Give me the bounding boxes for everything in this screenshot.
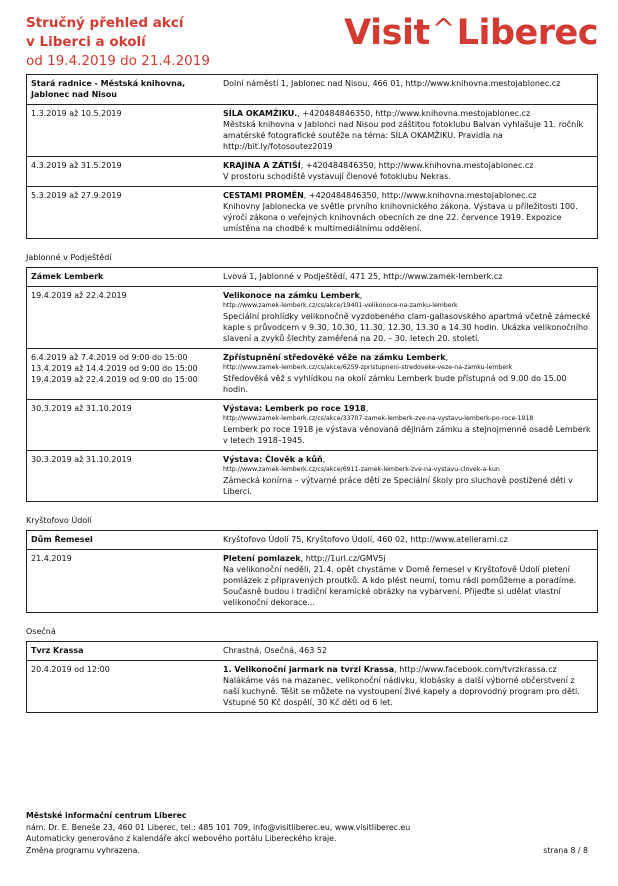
event-row [27, 104, 597, 156]
title-date-range: od 19.4.2019 do 21.4.2019 [26, 53, 210, 69]
event-detail [223, 108, 593, 152]
venue-header-row [27, 531, 597, 549]
logo-part-1: Visit [344, 13, 430, 53]
event-date: 30.3.2019 až 31.10.2019 [31, 404, 132, 413]
venue-address: Chrastná, Osečná, 463 52 [223, 646, 328, 655]
venue-name: Dům Řemesel [31, 535, 93, 544]
event-contact: , [359, 291, 363, 300]
event-contact: , +420484846350, http://www.knihovna.mestojablonec.cz [303, 191, 537, 200]
event-name: Velikonoce na zámku Lemberk [223, 291, 360, 300]
page-footer [26, 810, 598, 856]
event-name: SÍLA OKAMŽIKU. [223, 109, 298, 118]
venue-box [26, 74, 598, 239]
event-date: 19.4.2019 až 22.4.2019 [31, 291, 127, 300]
event-contact: , http://1url.cz/GMV5j [300, 554, 386, 563]
event-name: Výstava: Člověk a kůň [223, 455, 323, 464]
events-listing [26, 74, 598, 726]
event-description: Nalákáme vás na mazanec, velikonoční nádivku, klobásky a další výborné občerstvení z naší kuchyně. Těšit se můžete na vystoupení živé kapely a doprovodný program pro děti. Vstupné 50 Kč dospělí, 30 Kč děti od 6 let. [223, 676, 580, 707]
venue-name: Stará radnice - Městská knihovna, Jablonec nad Nisou [31, 79, 186, 99]
event-description: Speciální prohlídky velikonočně vyzdobeného clam-gallasovského apartmá včetně zámecké kaple s průvodcem v 9.30, 10.30, 11.30, 12.30, 13.30 a 14.30 hodin. Ukázka velikonočního slavení a zvyků šlechty zaměřená na 20. – 30. letech 20. století. [223, 312, 591, 343]
event-contact: , [445, 353, 449, 362]
footer-address: nám. Dr. E. Beneše 23, 460 01 Liberec, tel.: 485 101 709, info@visitliberec.eu, www.visitliberec.eu [26, 822, 411, 832]
venue-address: Kryštofovo Údolí 75, Kryštofovo Údolí, 460 02, http://www.atelierami.cz [223, 535, 508, 544]
event-row [27, 186, 597, 238]
event-detail [223, 403, 593, 446]
event-detail [223, 352, 593, 395]
footer-note-generated: Automaticky generováno z kalendáře akcí webového portálu Libereckého kraje. [26, 834, 337, 843]
event-detail [223, 160, 593, 182]
event-row [27, 348, 597, 399]
event-description: Středověká věž s vyhlídkou na okolí zámku Lemberk bude přístupná od 9.00 do 15.00 hodin. [223, 374, 567, 394]
event-name: Výstava: Lemberk po roce 1918 [223, 404, 366, 413]
visit-liberec-logo [344, 14, 598, 54]
event-name: 1. Velikonoční jarmark na tvrzi Krassa [223, 665, 395, 674]
event-detail [223, 454, 593, 497]
venue-header-row [27, 268, 597, 286]
footer-note-changes: Změna programu vyhrazena. [26, 845, 140, 855]
event-name: Pletení pomlazek [223, 554, 301, 563]
event-url: http://www.zamek-lemberk.cz/cs/akce/6259-zpristupneni-stredoveke-veze-na-zamku-lemberk [223, 364, 513, 371]
section-title: Jablonné v Podještědí [26, 253, 112, 262]
event-date: 5.3.2019 až 27.9.2019 [31, 191, 122, 200]
title-line-1: Stručný přehled akcí [26, 15, 184, 31]
event-row [27, 450, 597, 501]
event-description: Lemberk po roce 1918 je výstava věnovaná dějinám zámku a stejnojmenné osadě Lemberk v letech 1918–1945. [223, 425, 591, 445]
venue-name: Tvrz Krassa [31, 646, 84, 655]
event-date: 4.3.2019 až 31.5.2019 [31, 161, 122, 170]
venue-address: Dolní náměstí 1, Jablonec nad Nisou, 466 01, http://www.knihovna.mestojablonec.cz [223, 79, 561, 88]
event-row [27, 549, 597, 612]
event-detail [223, 553, 593, 608]
event-url: http://www.zamek-lemberk.cz/cs/akce/33707-zamek-lemberk-zve-na-vystavu-lemberk-po-roce-1918 [223, 415, 534, 422]
event-detail [223, 190, 593, 234]
footer-organization: Městské informační centrum Liberec [26, 811, 187, 820]
event-name: KRAJINA A ZÁTIŠÍ [223, 161, 301, 170]
venue-box [26, 267, 598, 502]
section-title: Kryštofovo Údolí [26, 516, 92, 525]
venue-box [26, 530, 598, 613]
event-contact: , +420484846350, http://www.knihovna.mestojablonec.cz [297, 109, 531, 118]
venue-header-row [27, 75, 597, 104]
event-description: Městská knihovna v Jablonci nad Nisou pod záštitou fotoklubu Balvan vyhlašuje 11. ročník amatérské fotografické soutěže na téma: SÍLA OKAMŽIKU. Pravidla na http://bit.ly/fotosoutez2019 [223, 120, 584, 151]
logo-part-2: Liberec [456, 13, 598, 53]
section-title: Osečná [26, 627, 56, 636]
event-url: http://www.zamek-lemberk.cz/cs/akce/6911-zamek-lemberk-zve-na-vystavu-clovek-a-kun [223, 466, 500, 473]
event-date: 6.4.2019 až 7.4.2019 od 9:00 do 15:00 13.4.2019 až 14.4.2019 od 9:00 do 15:00 19.4.2019 až 22.4.2019 od 9:00 do 15:00 [31, 353, 198, 384]
event-description: V prostoru schodiště vystavují členové fotoklubu Nekras. [223, 172, 451, 181]
event-contact: , [365, 404, 369, 413]
event-description: Na velikonoční neděli, 21.4. opět chystáme v Domě řemesel v Kryštofově Údolí pletení pomlázek z připravených proutků. A kdo plést neumí, tomu rádi pomůžeme a poradíme. Současně budou i tradiční keramické obrázky na vybarvení. Přijeďte si udělat vlastní velikonoční dekorace... [223, 565, 577, 607]
event-date: 21.4.2019 [31, 554, 72, 563]
venue-header-row [27, 642, 597, 660]
venue-address: Lvová 1, Jablonné v Podještědí, 471 25, http://www.zamek-lemberk.cz [223, 272, 503, 281]
event-name: Zpřístupnění středověké věže na zámku Lemberk [223, 353, 446, 362]
event-detail [223, 664, 593, 708]
event-name: CESTAMI PROMĚN [223, 191, 304, 200]
event-row [27, 660, 597, 712]
event-contact: , http://www.facebook.com/tvrzkrassa.cz [394, 665, 557, 674]
title-line-2: v Liberci a okolí [26, 34, 146, 50]
venue-box [26, 641, 598, 713]
logo-caret-icon: ^ [431, 12, 455, 45]
venue-name: Zámek Lemberk [31, 272, 104, 281]
page-header [26, 14, 598, 68]
event-description: Zámecká konírna – výtvarné práce dětí ze Speciální školy pro sluchově postižené děti v Liberci. [223, 476, 573, 496]
page-number: strana 8 / 8 [543, 845, 588, 855]
event-row [27, 399, 597, 450]
event-row [27, 156, 597, 186]
event-contact: , +420484846350, http://www.knihovna.mestojablonec.cz [300, 161, 534, 170]
event-description: Knihovny Jablonecka ve světle prvního knihovnického zákona. Výstava u příležitosti 100. výročí zákona o veřejných knihovnách obecních ze dne 22. července 1919. Expozice umístěna na chodbě k multimediálnímu oddělení. [223, 202, 578, 233]
event-row [27, 286, 597, 348]
event-date: 30.3.2019 až 31.10.2019 [31, 455, 132, 464]
event-date: 1.3.2019 až 10.5.2019 [31, 109, 122, 118]
event-url: http://www.zamek-lemberk.cz/cs/akce/19401-velikonoce-na-zamku-lemberk [223, 302, 458, 309]
event-contact: , [322, 455, 326, 464]
event-date: 20.4.2019 od 12:00 [31, 665, 110, 674]
event-detail [223, 290, 593, 344]
